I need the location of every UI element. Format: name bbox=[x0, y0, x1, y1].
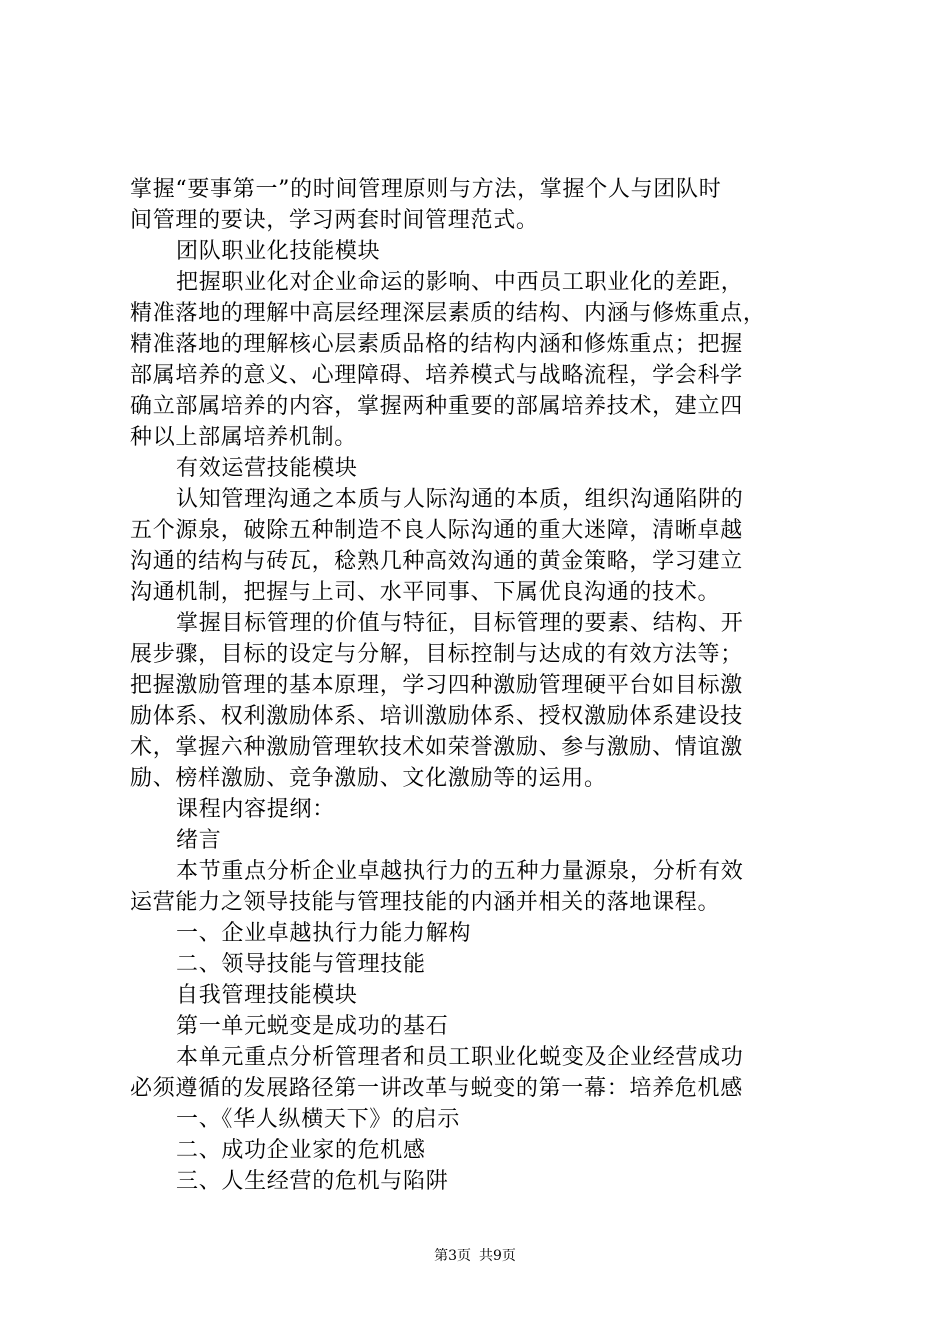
text-line: 种以上部属培养机制。 bbox=[130, 425, 358, 450]
text-line: 把握激励管理的基本原理，学习四种激励管理硬平台如目标激 bbox=[130, 673, 743, 698]
text-line: 沟通机制，把握与上司、水平同事、下属优良沟通的技术。 bbox=[130, 580, 721, 605]
text-line: 必须遵循的发展路径第一讲改革与蜕变的第一幕：培养危机感 bbox=[130, 1076, 743, 1101]
text-line: 一、《华人纵横天下》的启示 bbox=[176, 1107, 461, 1132]
text-line: 沟通的结构与砖瓦，稔熟几种高效沟通的黄金策略，学习建立 bbox=[130, 549, 743, 574]
text-line: 术，掌握六种激励管理软技术如荣誉激励、参与激励、情谊激 bbox=[130, 735, 743, 760]
text-line: 第一单元蜕变是成功的基石 bbox=[176, 1014, 449, 1039]
text-line: 励、榜样激励、竞争激励、文化激励等的运用。 bbox=[130, 766, 607, 791]
text-line: 本单元重点分析管理者和员工职业化蜕变及企业经营成功 bbox=[176, 1045, 744, 1070]
text-line: 认知管理沟通之本质与人际沟通的本质，组织沟通陷阱的 bbox=[176, 487, 744, 512]
text-line: 掌握“要事第一”的时间管理原则与方法，掌握个人与团队时 bbox=[130, 177, 722, 202]
text-line: 掌握目标管理的价值与特征，目标管理的要素、结构、开 bbox=[176, 611, 744, 636]
text-line: 五个源泉，破除五种制造不良人际沟通的重大迷障，清晰卓越 bbox=[130, 518, 743, 543]
text-line: 精准落地的理解中高层经理深层素质的结构、内涵与修炼重点， bbox=[130, 301, 766, 326]
page-total: 共9页 bbox=[479, 1248, 516, 1264]
text-line: 运营能力之领导技能与管理技能的内涵并相关的落地课程。 bbox=[130, 890, 721, 915]
text-line: 间管理的要诀，学习两套时间管理范式。 bbox=[130, 208, 539, 233]
text-line: 三、人生经营的危机与陷阱 bbox=[176, 1169, 449, 1194]
text-line: 励体系、权利激励体系、培训激励体系、授权激励体系建设技 bbox=[130, 704, 743, 729]
text-line: 有效运营技能模块 bbox=[176, 456, 358, 481]
text-line: 部属培养的意义、心理障碍、培养模式与战略流程，学会科学 bbox=[130, 363, 743, 388]
text-line: 二、成功企业家的危机感 bbox=[176, 1138, 426, 1163]
text-line: 自我管理技能模块 bbox=[176, 983, 358, 1008]
text-line: 展步骤，目标的设定与分解，目标控制与达成的有效方法等； bbox=[130, 642, 743, 667]
text-line: 本节重点分析企业卓越执行力的五种力量源泉，分析有效 bbox=[176, 859, 744, 884]
text-line: 绪言 bbox=[176, 828, 222, 853]
text-line: 把握职业化对企业命运的影响、中西员工职业化的差距， bbox=[176, 270, 744, 295]
text-line: 精准落地的理解核心层素质品格的结构内涵和修炼重点；把握 bbox=[130, 332, 743, 357]
document-body bbox=[130, 174, 830, 1197]
text-line: 二、领导技能与管理技能 bbox=[176, 952, 426, 977]
page-number: 第3页 bbox=[434, 1248, 471, 1264]
text-line: 课程内容提纲： bbox=[176, 797, 335, 822]
text-line: 确立部属培养的内容，掌握两种重要的部属培养技术，建立四 bbox=[130, 394, 743, 419]
text-line: 团队职业化技能模块 bbox=[176, 239, 381, 264]
text-line: 一、企业卓越执行力能力解构 bbox=[176, 921, 472, 946]
page-footer bbox=[0, 1245, 950, 1265]
